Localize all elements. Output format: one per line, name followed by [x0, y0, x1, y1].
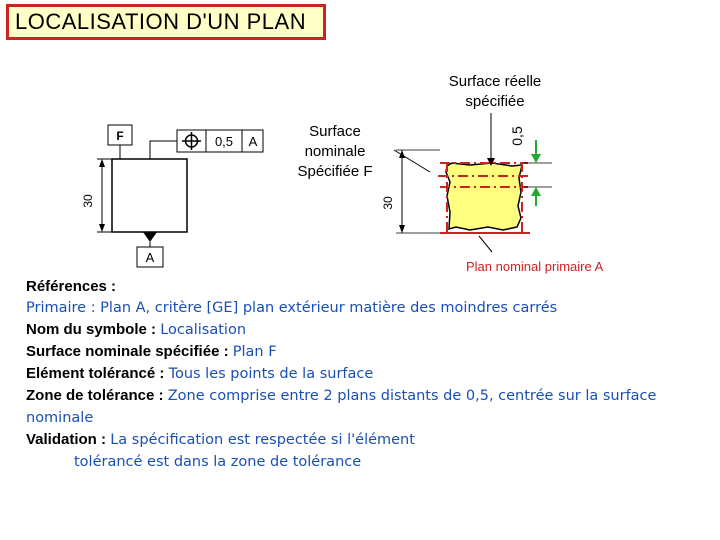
real-part-shape: [446, 163, 522, 230]
zone-label: Zone de tolérance :: [26, 387, 164, 404]
zone-line: [26, 385, 706, 429]
primary-line: [26, 297, 706, 319]
references-line: [26, 276, 706, 297]
tolerance-datum: A: [248, 134, 258, 149]
symbol-value: Localisation: [160, 322, 247, 338]
label-surface-nominale: Surface nominale Spécifiée F: [297, 123, 373, 180]
label-surface-reelle: Surface réelle spécifiée: [448, 73, 542, 110]
explanation-text: [26, 276, 706, 473]
tol-label: 0,5: [509, 126, 525, 146]
validation-line: [26, 429, 706, 451]
datum-a-triangle: [143, 232, 157, 242]
references-value: Primaire : Plan A, critère [GE] plan extérieur matière des moindres carrés: [26, 300, 558, 316]
dim-arrow-up: [99, 159, 105, 167]
dim-arrow-down: [99, 224, 105, 232]
symbol-label: Nom du symbole :: [26, 321, 157, 338]
dim-label-left: 30: [81, 194, 95, 208]
datum-a-label: A: [145, 250, 155, 265]
page-title: LOCALISATION D'UN PLAN: [15, 9, 307, 34]
surface-line: [26, 341, 706, 363]
validation-line-2: [26, 451, 706, 473]
datum-f-label: F: [116, 129, 124, 143]
validation-value-1: La spécification est respectée si l'élément: [110, 432, 415, 448]
label-plan-nominal: Plan nominal primaire A: [466, 259, 604, 274]
tolerance-value: 0,5: [214, 134, 234, 149]
element-label: Elément tolérancé :: [26, 365, 165, 382]
tol-arrow-bottom: [531, 187, 541, 196]
element-value: Tous les points de la surface: [168, 366, 374, 382]
dim-label-right: 30: [381, 196, 395, 210]
surface-value: Plan F: [232, 344, 277, 360]
element-line: [26, 363, 706, 385]
references-label: Références :: [26, 278, 117, 295]
surface-label: Surface nominale spécifiée :: [26, 343, 229, 360]
frame-leader: [150, 141, 177, 159]
validation-label: Validation :: [26, 431, 107, 448]
dim-arrow-right-down: [399, 225, 405, 233]
leader-surface-nominale: [394, 150, 430, 172]
leader-plan-nominal: [479, 236, 492, 252]
symbol-line: [26, 319, 706, 341]
validation-value-2: tolérancé est dans la zone de tolérance: [74, 454, 362, 470]
tol-arrow-top: [531, 154, 541, 163]
part-outline-left: [112, 159, 187, 232]
zone-value: Zone comprise entre 2 plans distants de 0,5, centrée sur la surface nominale: [26, 388, 657, 426]
